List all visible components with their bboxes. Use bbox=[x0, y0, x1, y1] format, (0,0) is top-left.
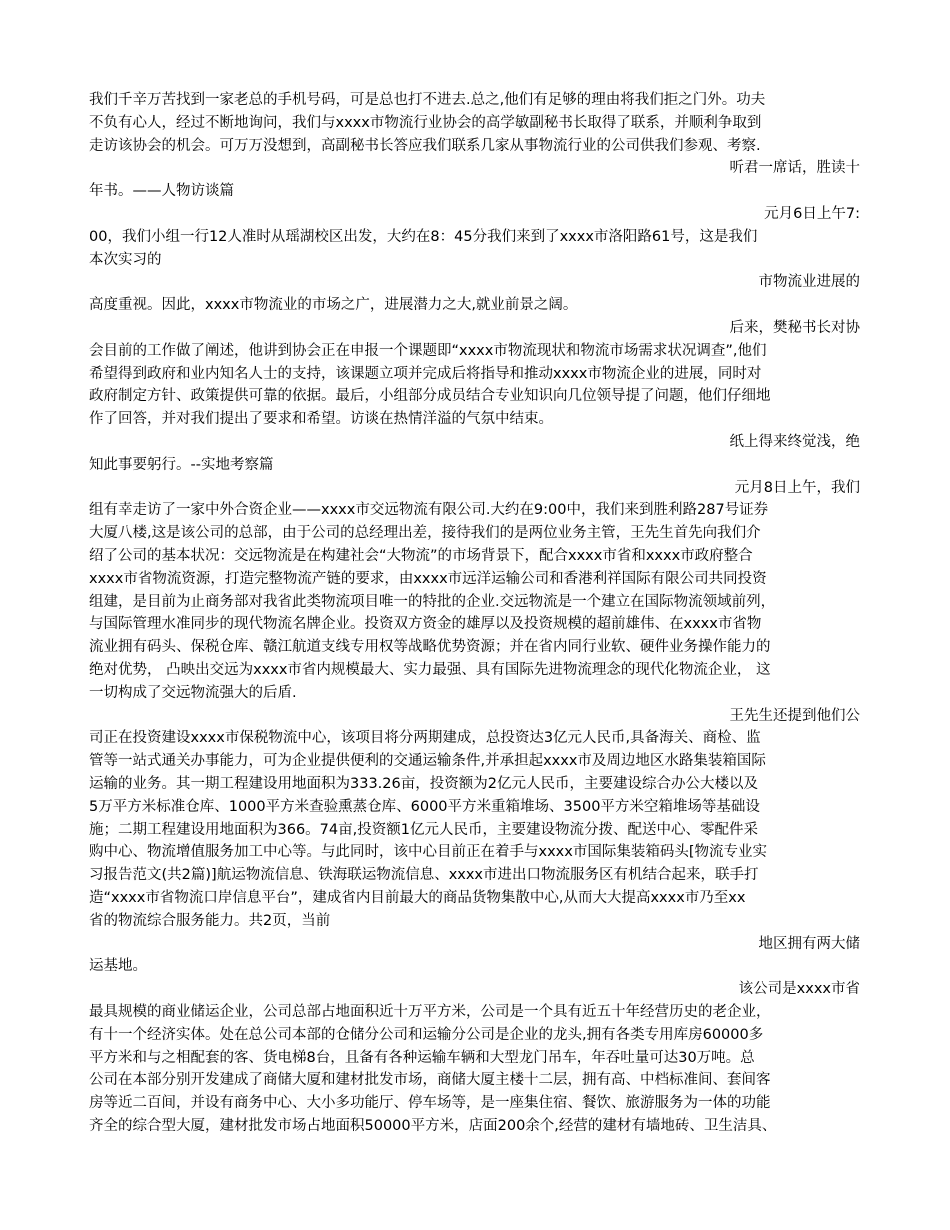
text-line: 我们千辛万苦找到一家老总的手机号码，可是总也打不进去.总之,他们有足够的理由将我们拒之门外。功夫 bbox=[89, 92, 766, 108]
text-line: 5万平方米标准仓库、1000平方米查验熏蒸仓库、6000平方米重箱堆场、3500平方米空箱堆场等基础设 bbox=[89, 798, 760, 815]
text-line: 本次实习的 bbox=[89, 251, 162, 268]
text-line: 高度重视。因此，xxxx市物流业的市场之广，进展潜力之大,就业前景之阔。 bbox=[89, 297, 578, 314]
text-line: 司正在投资建设xxxx市保税物流中心，该项目将分两期建成，总投资达3亿元人民币,具备海关、商检、监 bbox=[89, 730, 761, 747]
paragraph-start-line: 该公司是xxxx市省 bbox=[738, 981, 860, 998]
text-line: 00，我们小组一行12人准时从瑶湖校区出发，大约在8：45分我们来到了xxxx市洛阳路61号，这是我们 bbox=[89, 228, 758, 245]
text-line: 运基地。 bbox=[89, 958, 147, 975]
text-line: 房等近二百间，并设有商务中心、大小多功能厅、停车场等，是一座集住宿、餐饮、旅游服务为一体的功能 bbox=[89, 1095, 771, 1112]
paragraph-start-line: 王先生还提到他们公 bbox=[729, 707, 860, 724]
text-line: 绝对优势， 凸映出交远为xxxx市省内规模最大、实力最强、具有国际先进物流理念的现代化物流企业， 这 bbox=[89, 662, 771, 678]
text-line: 施；二期工程建设用地面积为366。74亩,投资额1亿元人民币，主要建设物流分拨、配送中心、零配件采 bbox=[89, 821, 758, 838]
text-line: 不负有心人，经过不断地询问，我们与xxxx市物流行业协会的高学敏副秘书长取得了联系，并顺利争取到 bbox=[89, 114, 762, 131]
text-line: 省的物流综合服务能力。共2页，当前 bbox=[89, 912, 331, 929]
paragraph-start-line: 市物流业进展的 bbox=[758, 274, 860, 291]
paragraph-start-line: 纸上得来终觉浅，绝 bbox=[729, 434, 860, 450]
text-line: 作了回答，并对我们提出了要求和希望。访谈在热情洋溢的气氛中结束。 bbox=[89, 411, 553, 428]
paragraph-start-line: 元月8日上午，我们 bbox=[734, 479, 860, 496]
paragraph-start-line: 听君一席话，胜读十 bbox=[729, 160, 860, 177]
text-line: 最具规模的商业储运企业，公司总部占地面积近十万平方米，公司是一个具有近五十年经营历史的老企业， bbox=[89, 1004, 771, 1020]
text-line: 流业拥有码头、保税仓库、赣江航道支线专用权等战略优势资源；并在省内同行业软、硬件业务操作能力的 bbox=[89, 639, 771, 656]
text-line: 齐全的综合型大厦，建材批发市场占地面积50000平方米，店面200余个,经营的建材有墙地砖、卫生洁具、 bbox=[89, 1118, 777, 1134]
text-line: 知此事要躬行。--实地考察篇 bbox=[89, 456, 274, 473]
text-line: 政府制定方针、政策提供可靠的依据。最后，小组部分成员结合专业知识向几位领导提了问题，他们仔细地 bbox=[89, 388, 771, 405]
text-line: 造“xxxx市省物流口岸信息平台”，建成省内目前最大的商品货物集散中心,从而大大提高xxxx市乃至xx bbox=[89, 890, 746, 906]
text-line: 平方米和与之相配套的客、货电梯8台，且备有各种运输车辆和大型龙门吊车，年吞吐量可达30万吨。总 bbox=[89, 1049, 755, 1066]
text-line: 希望得到政府和业内知名人士的支持，该课题立项并完成后将指导和推动xxxx市物流企业的进展，同时对 bbox=[89, 365, 762, 382]
text-line: 走访该协会的机会。可万万没想到，高副秘书长答应我们联系几家从事物流行业的公司供我们参观、考察. bbox=[89, 137, 761, 154]
text-line: 公司在本部分别开发建成了商储大厦和建材批发市场，商储大厦主楼十二层，拥有高、中档标准间、套间客 bbox=[89, 1072, 771, 1089]
text-line: 有十一个经济实体。处在总公司本部的仓储分公司和运输分公司是企业的龙头,拥有各类专用库房60000多 bbox=[89, 1026, 764, 1043]
text-line: 组建，是目前为止商务部对我省此类物流项目唯一的特批的企业.交远物流是一个建立在国际物流领域前列， bbox=[89, 593, 776, 610]
text-line: 会目前的工作做了阐述，他讲到协会正在申报一个课题即“xxxx市物流现状和物流市场需求状况调查”,他们 bbox=[89, 342, 767, 359]
text-line: xxxx市省物流资源，打造完整物流产链的要求，由xxxx市远洋运输公司和香港利祥国际有限公司共同投资 bbox=[89, 570, 767, 587]
text-line: 习报告范文(共2篇)]航运物流信息、铁海联运物流信息、xxxx市进出口物流服务区有机结合起来，联手打 bbox=[89, 867, 759, 884]
text-line: 运输的业务。其一期工程建设用地面积为333.26亩，投资额为2亿元人民币，主要建设综合办公大楼以及 bbox=[89, 776, 758, 792]
paragraph-start-line: 元月6日上午7: bbox=[764, 206, 860, 222]
text-line: 绍了公司的基本状况：交远物流是在构建社会“大物流”的市场背景下，配合xxxx市省和xxxx市政府整合 bbox=[89, 548, 753, 564]
paragraph-start-line: 后来，樊秘书长对协 bbox=[729, 320, 860, 336]
text-line: 购中心、物流增值服务加工中心等。与此同时，该中心目前正在着手与xxxx市国际集装箱码头[物流专业实 bbox=[89, 844, 767, 861]
text-line: 管等一站式通关办事能力，可为企业提供便利的交通运输条件,并承担起xxxx市及周边地区水路集装箱国际 bbox=[89, 753, 766, 770]
text-line: 组有幸走访了一家中外合资企业——xxxx市交远物流有限公司.大约在9:00中，我们来到胜利路287号证券 bbox=[89, 502, 769, 519]
text-line: 一切构成了交远物流强大的后盾. bbox=[89, 684, 297, 701]
text-line: 年书。——人物访谈篇 bbox=[89, 183, 234, 200]
text-line: 大厦八楼,这是该公司的总部，由于公司的总经理出差，接待我们的是两位业务主管，王先生首先向我们介 bbox=[89, 525, 761, 542]
text-line: 与国际管理水准同步的现代物流名牌企业。投资双方资金的雄厚以及投资规模的超前雄伟、在xxxx市省物 bbox=[89, 616, 762, 633]
paragraph-start-line: 地区拥有两大储 bbox=[758, 935, 860, 952]
